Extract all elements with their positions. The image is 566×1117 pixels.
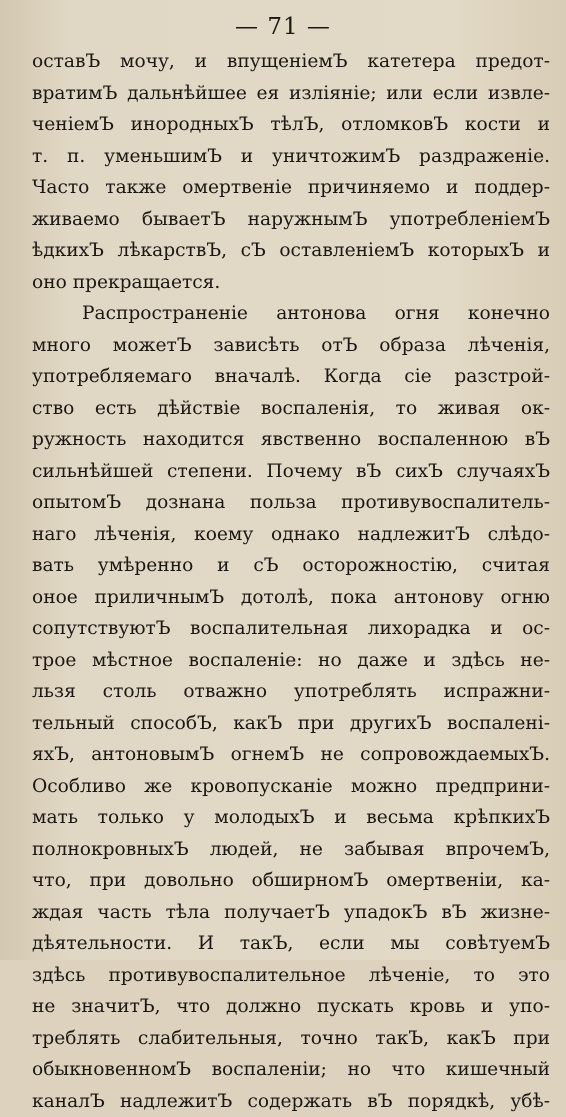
text-line: обыкновенномЪ воспаленіи; но что кишечный: [32, 1054, 550, 1086]
text-line: мать только у молодыхЪ и весьма крѣпкихЪ: [32, 802, 550, 834]
text-line: т. п. уменьшимЪ и уничтожимЪ раздраженіе.: [32, 141, 550, 173]
text-line: употребляемаго вначалѣ. Когда сіе разстрой-: [32, 361, 550, 393]
text-line: каналЪ надлежитЪ содержать вЪ порядкѣ, убѣ-: [32, 1086, 550, 1117]
text-line: Часто также омертвеніе причиняемо и поддер-: [32, 172, 550, 204]
text-line: тельный способЪ, какЪ при другихЪ воспалені-: [32, 708, 550, 740]
text-line: наго лѣченія, коему однако надлежитЪ слѣдо-: [32, 519, 550, 551]
text-line: сопутствуютЪ воспалительная лихорадка и ос-: [32, 613, 550, 645]
text-line: ѣдкихЪ лѣкарствЪ, сЪ оставленіемЪ которыхЪ и: [32, 235, 550, 267]
text-line: что, при довольно обширномЪ омертвеніи, ка-: [32, 865, 550, 897]
text-line: ченіемЪ инородныхЪ тѣлЪ, отломковЪ кости и: [32, 109, 550, 141]
text-line: ство есть дѣйствіе воспаленія, то живая ок-: [32, 393, 550, 425]
text-line: вратимЪ дальнѣйшее ея изліяніе; или если извле-: [32, 78, 550, 110]
text-line: живаемо бываетЪ наружнымЪ употребленіемЪ: [32, 204, 550, 236]
text-line: вать умѣренно и сЪ осторожностію, считая: [32, 550, 550, 582]
text-line: дѣятельности. И такЪ, если мы совѣтуемЪ: [32, 928, 550, 960]
body-text: [32, 46, 550, 1117]
page-number: — 71 —: [0, 14, 566, 40]
text-line: полнокровныхЪ людей, не забывая впрочемЪ,: [32, 834, 550, 866]
text-line: сильнѣйшей степени. Почему вЪ сихЪ случаяхЪ: [32, 456, 550, 488]
text-line: ружность находится явственно воспаленною вЪ: [32, 424, 550, 456]
text-line: здѣсь противувоспалительное лѣченіе, то это: [32, 960, 550, 992]
text-line: яхЪ, антоновымЪ огнемЪ не сопровождаемыхЪ.: [32, 739, 550, 771]
text-line: оставЪ мочу, и впущеніемЪ катетера предот-: [32, 46, 550, 78]
text-line: Особливо же кровопусканіе можно предприни-: [32, 771, 550, 803]
text-line: много можетЪ зависѣть отЪ образа лѣченія,: [32, 330, 550, 362]
text-line: треблять слабительныя, точно такЪ, какЪ при: [32, 1023, 550, 1055]
paragraph-end-line: оно прекращается.: [32, 267, 550, 299]
text-line: ждая часть тѣла получаетЪ упадокЪ вЪ жизне-: [32, 897, 550, 929]
text-line: опытомЪ дознана польза противувоспалитель-: [32, 487, 550, 519]
text-line: не значитЪ, что должно пускать кровь и упо-: [32, 991, 550, 1023]
paragraph-start-line: Распространеніе антонова огня конечно: [32, 298, 550, 330]
text-line: оное приличнымЪ дотолѣ, пока антонову огню: [32, 582, 550, 614]
text-line: льзя столь отважно употреблять испражни-: [32, 676, 550, 708]
text-line: трое мѣстное воспаленіе: но даже и здѣсь не-: [32, 645, 550, 677]
